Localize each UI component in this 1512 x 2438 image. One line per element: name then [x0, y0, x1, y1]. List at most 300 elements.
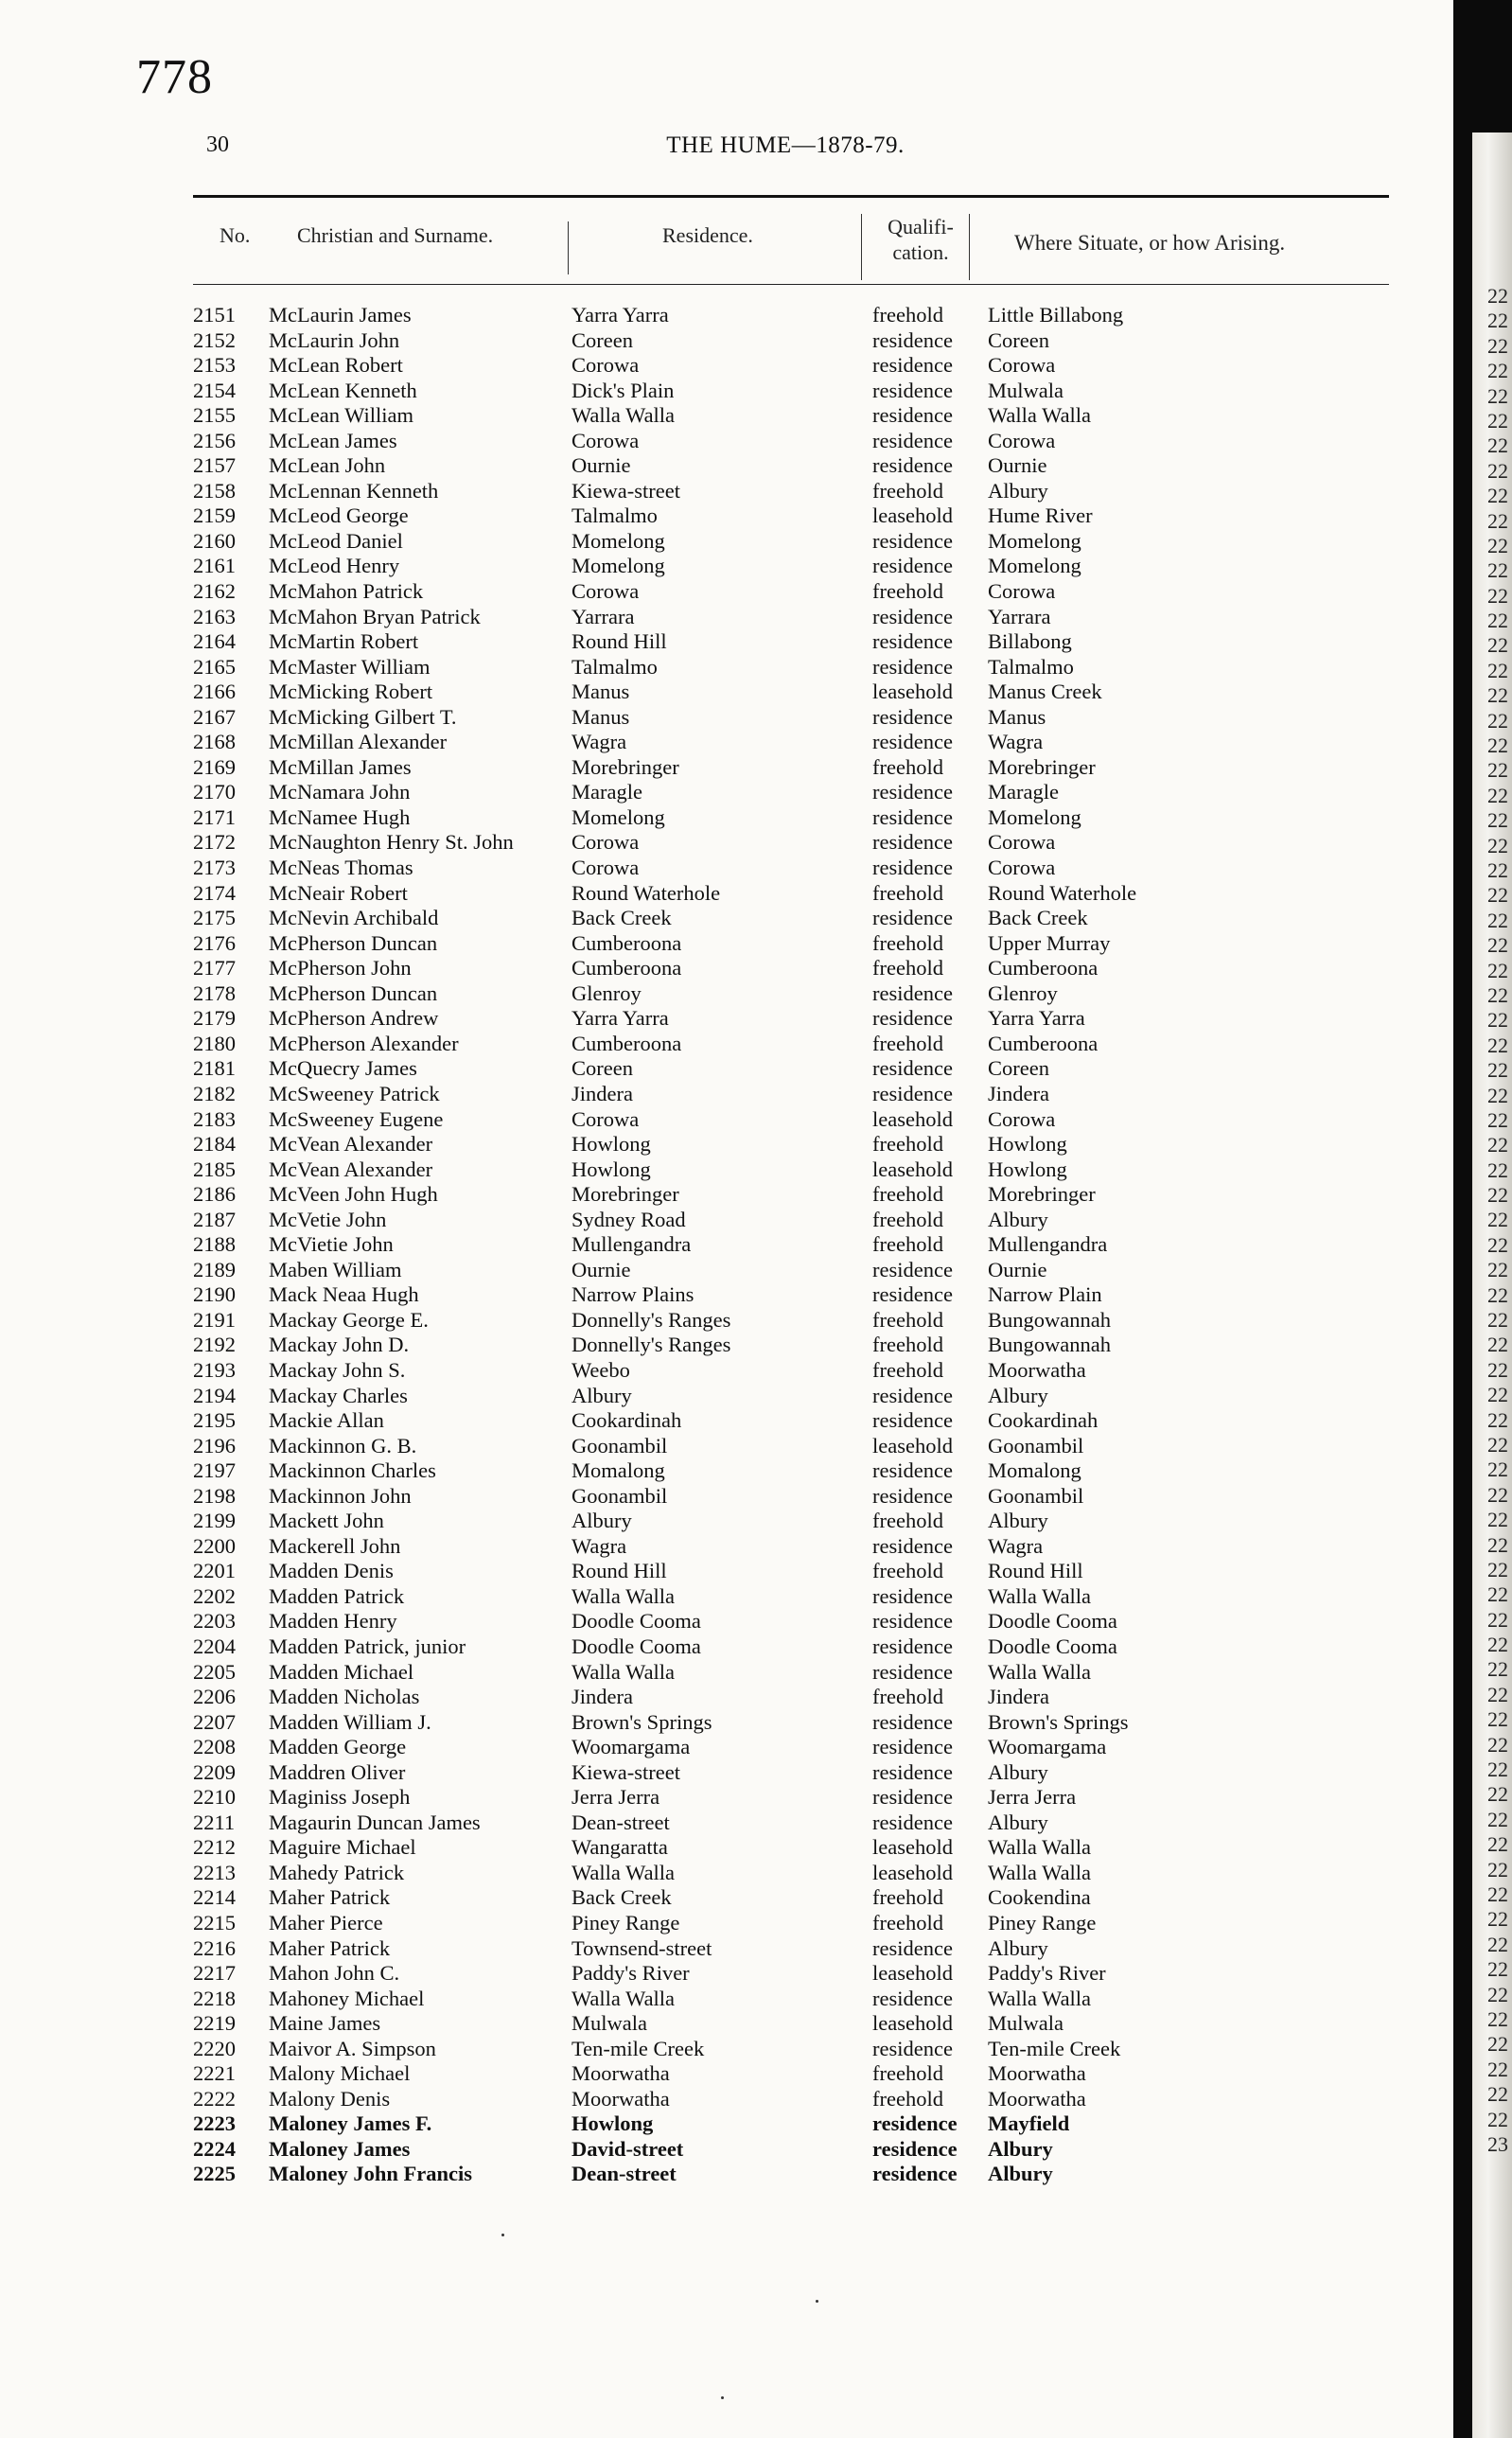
entry-number: 2181: [193, 1056, 236, 1081]
table-row: [0, 1208, 1453, 1233]
table-row: [0, 1258, 1453, 1283]
entry-number: 2158: [193, 478, 236, 503]
entry-qualification: residence: [872, 1583, 953, 1608]
edge-number: 22: [1487, 958, 1508, 982]
entry-number: 2153: [193, 353, 236, 378]
entry-where-situate: Piney Range: [988, 1911, 1097, 1934]
entry-where-situate: Woomargama: [988, 1735, 1107, 1759]
table-row: [0, 1735, 1453, 1760]
table-row: [0, 1987, 1453, 2012]
entry-number: 2164: [193, 629, 236, 654]
entry-where-situate: Albury: [988, 478, 1048, 503]
table-row: [0, 1660, 1453, 1686]
table-row: [0, 1132, 1453, 1157]
entry-where-situate: Albury: [988, 1810, 1048, 1834]
entry-number: 2192: [193, 1333, 236, 1357]
entry-residence: Talmalmo: [571, 504, 658, 528]
entry-residence: Momalong: [571, 1458, 665, 1483]
entry-number: 2200: [193, 1533, 236, 1558]
edge-number: 22: [1487, 758, 1508, 783]
entry-number: 2183: [193, 1106, 236, 1131]
entry-qualification: residence: [872, 604, 953, 628]
entry-number: 2214: [193, 1885, 236, 1910]
entry-name: Maher Pierce: [269, 1911, 383, 1934]
entry-name: McLeod Daniel: [269, 528, 403, 553]
entry-qualification: residence: [872, 1408, 953, 1433]
entry-where-situate: Goonambil: [988, 1433, 1084, 1458]
entry-where-situate: Back Creek: [988, 906, 1088, 930]
table-row: [0, 1107, 1453, 1133]
entry-where-situate: Hume River: [988, 504, 1093, 528]
entry-number: 2168: [193, 730, 236, 754]
entry-name: McNamee Hugh: [269, 804, 411, 829]
entry-name: McLeod George: [269, 504, 409, 528]
entry-number: 2225: [193, 2162, 236, 2186]
edge-number: 22: [1487, 1058, 1508, 1083]
edge-number: 22: [1487, 1807, 1508, 1831]
edge-number: 22: [1487, 1407, 1508, 1432]
entry-where-situate: Jindera: [988, 1685, 1049, 1709]
edge-number: 22: [1487, 933, 1508, 958]
edge-number: 22: [1487, 558, 1508, 583]
edge-number: 22: [1487, 309, 1508, 333]
entry-name: McPherson Andrew: [269, 1006, 439, 1031]
entry-qualification: freehold: [872, 1559, 943, 1583]
table-row: [0, 629, 1453, 655]
table-row: [0, 1006, 1453, 1032]
entry-number: 2217: [193, 1961, 236, 1986]
entry-qualification: freehold: [872, 1885, 943, 1910]
edge-number: 22: [1487, 383, 1508, 408]
edge-number: 22: [1487, 908, 1508, 932]
entry-qualification: residence: [872, 1458, 953, 1483]
entry-residence: Coreen: [571, 327, 633, 352]
entry-residence: Goonambil: [571, 1433, 668, 1458]
entry-qualification: residence: [872, 1785, 953, 1810]
entry-qualification: freehold: [872, 1911, 943, 1934]
entry-where-situate: Walla Walla: [988, 1659, 1092, 1684]
entry-name: McPherson Duncan: [269, 980, 438, 1005]
entry-name: Maine James: [269, 2011, 381, 2036]
entry-number: 2159: [193, 504, 236, 528]
entry-residence: Momelong: [571, 554, 665, 578]
entry-name: Mackerell John: [269, 1533, 401, 1558]
entry-where-situate: Round Waterhole: [988, 880, 1137, 905]
entry-where-situate: Mullengandra: [988, 1232, 1108, 1257]
entry-residence: Howlong: [571, 2111, 654, 2136]
entry-qualification: residence: [872, 804, 953, 829]
entry-number: 2202: [193, 1583, 236, 1608]
entry-where-situate: Jindera: [988, 1081, 1049, 1105]
entry-residence: Momelong: [571, 804, 665, 829]
entry-name: McVean Alexander: [269, 1157, 433, 1181]
entry-residence: Goonambil: [571, 1483, 668, 1508]
entry-number: 2221: [193, 2061, 236, 2086]
entry-residence: Sydney Road: [571, 1207, 686, 1231]
entry-where-situate: Albury: [988, 2162, 1053, 2186]
entry-name: McPherson Duncan: [269, 930, 438, 955]
edge-number: 22: [1487, 1607, 1508, 1632]
table-row: [0, 429, 1453, 454]
entry-number: 2167: [193, 704, 236, 729]
edge-number: 22: [1487, 484, 1508, 508]
table-row: [0, 1861, 1453, 1886]
entry-qualification: residence: [872, 1986, 953, 2010]
edge-number: 22: [1487, 1982, 1508, 2006]
entry-qualification: residence: [872, 2162, 958, 2186]
entry-qualification: freehold: [872, 1685, 943, 1709]
entry-where-situate: Walla Walla: [988, 1835, 1092, 1860]
table-row: [0, 1936, 1453, 1962]
header-rule-top: [193, 195, 1389, 198]
entry-number: 2152: [193, 327, 236, 352]
entry-number: 2161: [193, 554, 236, 578]
table-row: [0, 2037, 1453, 2062]
entry-number: 2169: [193, 754, 236, 779]
entry-residence: Back Creek: [571, 906, 672, 930]
entry-name: Mahoney Michael: [269, 1986, 425, 2010]
entry-name: Madden William J.: [269, 1709, 431, 1734]
edge-number: 22: [1487, 982, 1508, 1007]
entry-residence: Manus: [571, 680, 630, 704]
entry-number: 2213: [193, 1860, 236, 1884]
entry-number: 2165: [193, 654, 236, 679]
table-row: [0, 2111, 1453, 2137]
header-no: No.: [220, 223, 251, 247]
edge-number: 22: [1487, 783, 1508, 807]
entry-name: Mahon John C.: [269, 1961, 400, 1986]
entry-name: Madden Henry: [269, 1609, 397, 1634]
entry-residence: Woomargama: [571, 1735, 691, 1759]
entry-residence: Jindera: [571, 1685, 633, 1709]
entry-where-situate: Cumberoona: [988, 956, 1099, 980]
entry-residence: Dean-street: [571, 2162, 677, 2186]
edge-number: 22: [1487, 1582, 1508, 1607]
edge-number: 22: [1487, 1482, 1508, 1507]
table-row: [0, 1885, 1453, 1911]
entry-where-situate: Momalong: [988, 1458, 1081, 1483]
table-row: [0, 1911, 1453, 1936]
entry-qualification: freehold: [872, 1307, 943, 1332]
edge-number: 22: [1487, 1458, 1508, 1482]
table-row: [0, 328, 1453, 354]
entry-name: Mackay George E.: [269, 1307, 429, 1332]
edge-number: 22: [1487, 458, 1508, 483]
entry-where-situate: Cookendina: [988, 1885, 1091, 1910]
column-divider: [861, 214, 862, 280]
entry-where-situate: Jerra Jerra: [988, 1785, 1077, 1810]
entry-where-situate: Coreen: [988, 327, 1049, 352]
table-row: [0, 956, 1453, 981]
table-row: [0, 1056, 1453, 1082]
entry-where-situate: Bungowannah: [988, 1333, 1111, 1357]
table-row: [0, 479, 1453, 504]
entry-residence: Brown's Springs: [571, 1709, 712, 1734]
entry-qualification: leasehold: [872, 2011, 953, 2036]
page-speck: [501, 2234, 504, 2236]
entry-name: McLean James: [269, 428, 397, 452]
entry-name: McNaughton Henry St. John: [269, 830, 514, 855]
entry-number: 2194: [193, 1383, 236, 1407]
entry-qualification: residence: [872, 428, 953, 452]
edge-number: 22: [1487, 1882, 1508, 1906]
entry-qualification: residence: [872, 1709, 953, 1734]
table-row: [0, 1333, 1453, 1358]
edge-number: 22: [1487, 1532, 1508, 1557]
entry-where-situate: Wagra: [988, 730, 1044, 754]
entry-number: 2174: [193, 880, 236, 905]
table-row: [0, 2162, 1453, 2187]
edge-number: 22: [1487, 833, 1508, 857]
entry-residence: Manus: [571, 704, 630, 729]
table-row: [0, 1609, 1453, 1634]
entry-name: Mack Neaa Hugh: [269, 1282, 419, 1307]
entry-where-situate: Morebringer: [988, 754, 1096, 779]
entry-name: McSweeney Patrick: [269, 1081, 440, 1105]
table-row: [0, 1685, 1453, 1710]
entry-name: McNamara John: [269, 780, 411, 804]
entry-where-situate: Maragle: [988, 780, 1059, 804]
entry-number: 2203: [193, 1609, 236, 1634]
entry-number: 2198: [193, 1483, 236, 1508]
edge-number: 22: [1487, 433, 1508, 458]
entry-name: Madden Patrick, junior: [269, 1634, 466, 1658]
entry-where-situate: Moorwatha: [988, 2086, 1086, 2111]
edge-number: 22: [1487, 857, 1508, 882]
entry-name: Mahedy Patrick: [269, 1860, 405, 1884]
entry-qualification: leasehold: [872, 1157, 953, 1181]
entry-where-situate: Walla Walla: [988, 403, 1092, 428]
entry-number: 2216: [193, 1935, 236, 1960]
table-row: [0, 1559, 1453, 1584]
entry-name: McLean Kenneth: [269, 378, 417, 402]
entry-where-situate: Mayfield: [988, 2111, 1070, 2136]
entry-qualification: residence: [872, 353, 953, 378]
edge-number: 22: [1487, 1633, 1508, 1657]
entry-residence: Walla Walla: [571, 1860, 676, 1884]
edge-number: 22: [1487, 1932, 1508, 1956]
page-speck: [816, 2300, 818, 2303]
entry-where-situate: Corowa: [988, 579, 1056, 604]
entry-number: 2154: [193, 378, 236, 402]
edge-number: 22: [1487, 658, 1508, 682]
entry-where-situate: Howlong: [988, 1157, 1067, 1181]
entry-residence: Cumberoona: [571, 1031, 682, 1055]
entry-where-situate: Corowa: [988, 1106, 1056, 1131]
entry-where-situate: Yarrara: [988, 604, 1051, 628]
edge-number: 22: [1487, 2057, 1508, 2081]
edge-number: 22: [1487, 733, 1508, 758]
entry-name: Mackay Charles: [269, 1383, 408, 1407]
entry-number: 2182: [193, 1081, 236, 1105]
edge-number: 22: [1487, 1657, 1508, 1682]
table-row: [0, 1384, 1453, 1409]
entry-qualification: residence: [872, 1735, 953, 1759]
entry-number: 2184: [193, 1132, 236, 1157]
entry-number: 2177: [193, 956, 236, 980]
entry-number: 2160: [193, 528, 236, 553]
entry-qualification: residence: [872, 528, 953, 553]
entry-number: 2201: [193, 1559, 236, 1583]
entry-qualification: freehold: [872, 2086, 943, 2111]
entry-residence: Donnelly's Ranges: [571, 1333, 731, 1357]
table-row: [0, 529, 1453, 555]
table-row: [0, 1434, 1453, 1459]
entry-where-situate: Billabong: [988, 629, 1072, 654]
entry-qualification: freehold: [872, 1207, 943, 1231]
entry-residence: Cumberoona: [571, 956, 682, 980]
entry-where-situate: Corowa: [988, 428, 1056, 452]
entry-number: 2175: [193, 906, 236, 930]
table-row: [0, 303, 1453, 328]
entry-residence: Ournie: [571, 1257, 631, 1281]
entry-where-situate: Albury: [988, 1509, 1048, 1533]
table-row: [0, 1811, 1453, 1836]
table-row: [0, 1282, 1453, 1308]
entry-where-situate: Momelong: [988, 804, 1081, 829]
entry-name: McQuecry James: [269, 1056, 417, 1081]
entry-residence: Piney Range: [571, 1911, 680, 1934]
entry-residence: Corowa: [571, 353, 640, 378]
entry-number: 2224: [193, 2136, 236, 2161]
entry-where-situate: Manus: [988, 704, 1046, 729]
table-row: [0, 1308, 1453, 1334]
entry-qualification: residence: [872, 378, 953, 402]
entry-qualification: residence: [872, 830, 953, 855]
entry-name: McLeod Henry: [269, 554, 400, 578]
entry-name: Maginiss Joseph: [269, 1785, 411, 1810]
entry-qualification: residence: [872, 2036, 953, 2060]
entry-qualification: freehold: [872, 1509, 943, 1533]
entry-residence: Round Hill: [571, 1559, 667, 1583]
entry-residence: Donnelly's Ranges: [571, 1307, 731, 1332]
edge-number: 22: [1487, 1282, 1508, 1307]
entry-qualification: residence: [872, 704, 953, 729]
entry-where-situate: Corowa: [988, 353, 1056, 378]
table-row: [0, 1157, 1453, 1183]
edge-number: 22: [1487, 2082, 1508, 2107]
entry-qualification: residence: [872, 327, 953, 352]
entry-residence: Wagra: [571, 730, 627, 754]
entry-qualification: freehold: [872, 478, 943, 503]
entry-number: 2162: [193, 579, 236, 604]
entry-qualification: freehold: [872, 1357, 943, 1382]
table-row: [0, 2087, 1453, 2112]
edge-number: 22: [1487, 284, 1508, 308]
entry-residence: Jerra Jerra: [571, 1785, 660, 1810]
entry-name: McMahon Bryan Patrick: [269, 604, 481, 628]
entry-residence: Mullengandra: [571, 1232, 692, 1257]
entry-qualification: residence: [872, 906, 953, 930]
entry-where-situate: Howlong: [988, 1132, 1067, 1157]
entry-name: Malony Michael: [269, 2061, 411, 2086]
edge-number: 22: [1487, 1133, 1508, 1157]
header-name: Christian and Surname.: [297, 223, 494, 247]
entry-number: 2176: [193, 930, 236, 955]
entry-residence: Morebringer: [571, 1182, 679, 1207]
edge-number: 22: [1487, 508, 1508, 533]
entry-name: McVietie John: [269, 1232, 394, 1257]
entry-qualification: freehold: [872, 1333, 943, 1357]
entry-residence: Corowa: [571, 428, 640, 452]
entry-where-situate: Albury: [988, 1383, 1048, 1407]
entry-name: Madden Denis: [269, 1559, 394, 1583]
table-row: [0, 504, 1453, 529]
table-row: [0, 931, 1453, 957]
entry-residence: Walla Walla: [571, 1659, 676, 1684]
entry-number: 2155: [193, 403, 236, 428]
header-residence: Residence.: [662, 223, 753, 247]
entry-qualification: residence: [872, 1257, 953, 1281]
entry-residence: Weebo: [571, 1357, 630, 1382]
entry-qualification: leasehold: [872, 680, 953, 704]
entry-residence: Talmalmo: [571, 654, 658, 679]
entry-where-situate: Morebringer: [988, 1182, 1096, 1207]
entry-where-situate: Walla Walla: [988, 1986, 1092, 2010]
table-row: [0, 1484, 1453, 1510]
entry-number: 2179: [193, 1006, 236, 1031]
entry-name: McMaster William: [269, 654, 431, 679]
entry-number: 2211: [193, 1810, 236, 1834]
table-row: [0, 1785, 1453, 1811]
entry-where-situate: Glenroy: [988, 980, 1058, 1005]
entry-name: Maher Patrick: [269, 1935, 391, 1960]
entry-number: 2188: [193, 1232, 236, 1257]
entry-number: 2163: [193, 604, 236, 628]
entry-where-situate: Ournie: [988, 1257, 1047, 1281]
entry-where-situate: Goonambil: [988, 1483, 1084, 1508]
entry-number: 2208: [193, 1735, 236, 1759]
entry-name: Maguire Michael: [269, 1835, 416, 1860]
table-row: [0, 981, 1453, 1007]
entry-where-situate: Mulwala: [988, 2011, 1064, 2036]
edge-number: 22: [1487, 2032, 1508, 2057]
table-row: [0, 605, 1453, 630]
edge-number: 22: [1487, 2107, 1508, 2131]
table-row: [0, 1232, 1453, 1258]
entry-where-situate: Round Hill: [988, 1559, 1083, 1583]
edge-number: 22: [1487, 1308, 1508, 1333]
entry-where-situate: Albury: [988, 2136, 1053, 2161]
entry-qualification: freehold: [872, 303, 943, 327]
edge-number: 22: [1487, 1782, 1508, 1807]
edge-number: 22: [1487, 1258, 1508, 1282]
entry-qualification: leasehold: [872, 504, 953, 528]
table-row: [0, 2011, 1453, 2037]
header-qualification: Qualifi-cation.: [888, 215, 954, 264]
entry-name: McMicking Robert: [269, 680, 433, 704]
entry-where-situate: Wagra: [988, 1533, 1044, 1558]
table-row: [0, 1584, 1453, 1610]
edge-number: 22: [1487, 1333, 1508, 1357]
table-row: [0, 1634, 1453, 1660]
entry-name: Mackay John S.: [269, 1357, 406, 1382]
entry-qualification: residence: [872, 1609, 953, 1634]
table-row: [0, 1032, 1453, 1057]
table-row: [0, 705, 1453, 731]
entry-where-situate: Manus Creek: [988, 680, 1102, 704]
edge-number: 22: [1487, 333, 1508, 358]
edge-number: 23: [1487, 2131, 1508, 2156]
edge-number: 22: [1487, 359, 1508, 383]
entry-qualification: freehold: [872, 1031, 943, 1055]
entry-name: Mackinnon John: [269, 1483, 412, 1508]
entry-number: 2222: [193, 2086, 236, 2111]
entry-number: 2185: [193, 1157, 236, 1181]
entry-name: McLean Robert: [269, 353, 403, 378]
entry-name: McNeas Thomas: [269, 856, 413, 880]
entry-name: McLean William: [269, 403, 414, 428]
